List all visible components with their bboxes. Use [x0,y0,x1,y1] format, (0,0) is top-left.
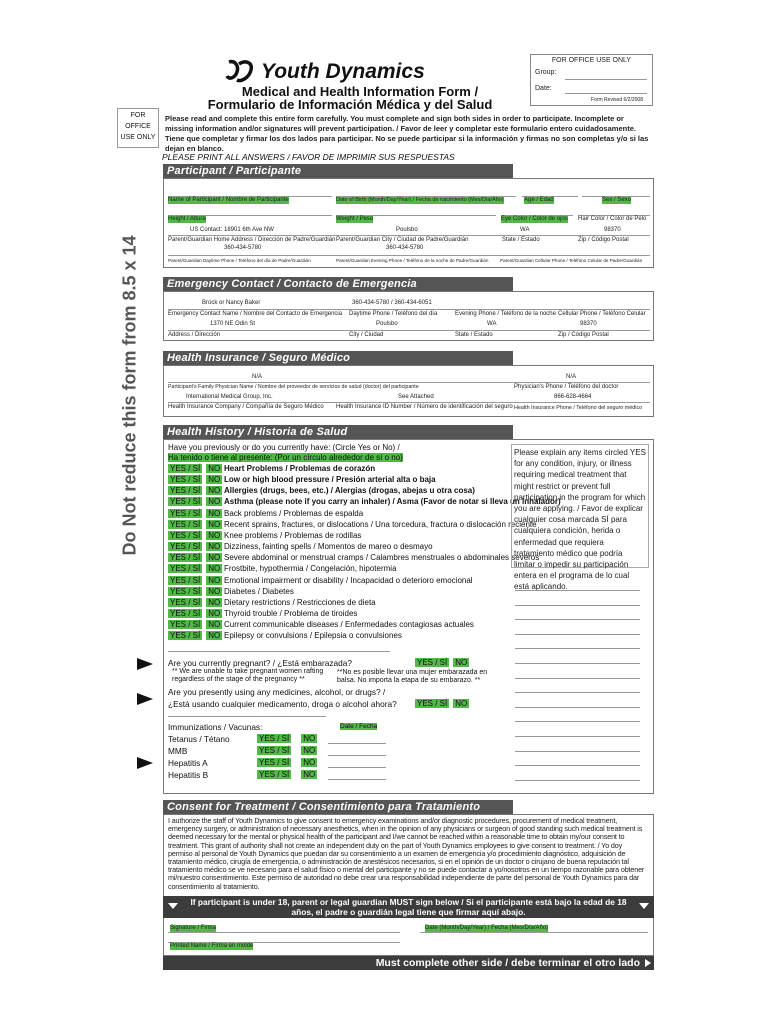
history-item-label: Allergies (drugs, bees, etc.) / Alergias (drogas, abejas u otra cosa) [224,486,475,496]
history-yes-no[interactable] [168,475,222,485]
emergency-cell-label: Cellular Phone / Teléfono Celular [558,311,646,317]
history-yes[interactable]: YES / SÍ [170,586,201,596]
emergency-eve-label: Evening Phone / Teléfono de la noche [455,311,556,317]
history-item-label: Epilepsy or convulsions / Epilepsia o convulsiones [224,631,402,641]
day-phone-value: 360-434-5780 [224,245,262,251]
emergency-section-title: Emergency Contact / Contacto de Emergencia [163,277,513,291]
emergency-line-2 [168,330,650,331]
history-yes[interactable]: YES / SÍ [170,508,201,518]
participant-section-title: Participant / Participante [163,164,513,178]
pointer-arrow-icon [137,693,153,705]
pregnant-yes[interactable]: YES / SÍ [417,658,448,667]
home-address-label: Parent/Guardian Home Address / Dirección de Padre/Guardián [168,237,336,243]
physician-phone-label: Physician's Phone / Teléfono del doctor [514,384,619,390]
pregnant-question: Are you currently pregnant? / ¿Está embarazada? [168,658,353,668]
history-no[interactable]: NO [208,575,221,585]
logo-text: Youth Dynamics [261,60,425,83]
history-item-label: Dizziness, fainting spells / Momentos de mareo o desmayo [224,542,433,552]
history-item-label: Current communicable diseases / Enfermedades contagiosas actuales [224,620,474,630]
immunization-yes-no[interactable] [257,734,317,744]
pointer-arrow-icon [137,658,153,670]
cell-phone-label: Parent/Guardian Cellular Phone / Teléfono Celular de Padre/Guardián [500,258,643,263]
signature-field[interactable] [168,932,400,933]
immunization-yes[interactable]: YES / SÍ [259,770,290,779]
physician-phone-value: N/A [566,374,577,380]
explain-field[interactable] [515,692,640,693]
day-phone-label: Parent/Guardian Daytime Phone / Teléfono del día de Padre/Guardián [168,258,311,263]
history-yes-no[interactable] [168,587,222,597]
immunization-date-field[interactable] [328,767,386,768]
medicines-question-es: ¿Está usando cualquier medicamento, droga o alcohol ahora? [168,699,397,709]
history-item-label: Back problems / Problemas de espalda [224,508,364,518]
history-question-en: Have you previously or do you currently have: (Circle Yes or No) / [168,443,400,452]
history-yes[interactable]: YES / SÍ [170,564,201,574]
physician-value: N/A [252,374,263,380]
explain-field[interactable] [515,721,640,722]
history-yes[interactable]: YES / SÍ [170,620,201,630]
consent-date-field[interactable] [420,932,648,933]
explain-field[interactable] [515,780,640,781]
immunization-yes[interactable]: YES / SÍ [259,758,290,767]
explain-field[interactable] [515,736,640,737]
explain-field[interactable] [515,590,640,591]
side-office-label: FOR OFFICE USE ONLY [120,112,156,141]
history-yes[interactable]: YES / SÍ [170,497,201,507]
printed-name-label: Printed Name / Firma en molde [170,943,254,949]
divider-line [168,716,326,717]
history-item-label: Recent sprains, fractures, or dislocations / Una torcedura, fractura o dislocación reciente [224,519,537,529]
history-no[interactable]: NO [208,519,221,529]
immunization-date-label: Date / Fecha [340,723,378,730]
history-yes[interactable]: YES / SÍ [170,519,201,529]
chevron-right-icon [645,959,651,967]
history-no[interactable]: NO [208,542,221,552]
history-no[interactable]: NO [208,508,221,518]
immunization-label: Hepatitis B [168,770,209,780]
explain-field[interactable] [515,678,640,679]
chevron-down-icon [639,903,649,909]
form-title-es: Formulario de Información Médica y del Salud [207,97,493,112]
emergency-city-value: Poulsbo [376,321,398,327]
history-item-label: Dietary restrictions / Restricciones de dieta [224,597,376,607]
medicines-yes-no[interactable] [415,699,469,709]
immunization-no[interactable]: NO [303,734,316,743]
history-no[interactable]: NO [208,464,221,473]
medicines-no[interactable]: NO [455,699,468,708]
explain-field[interactable] [515,605,640,606]
immunization-yes-no[interactable] [257,770,317,780]
explain-field[interactable] [515,765,640,766]
age-label: Age / Edad [524,197,554,203]
history-yes[interactable]: YES / SÍ [170,597,201,607]
history-yes[interactable]: YES / SÍ [170,475,201,485]
state-value: WA [520,227,530,233]
insurance-line-1 [168,382,650,383]
insurance-line-2 [168,402,650,403]
explain-field[interactable] [515,707,640,708]
history-section-title: Health History / Historia de Salud [163,425,513,439]
medicines-yes[interactable]: YES / SÍ [417,699,448,708]
dob-label: Date of Birth (Month/Day/Year) / Fecha de nacimiento (Mes/Día/Año) [336,197,504,203]
emergency-state-label: State / Estado [455,332,493,338]
history-yes-no[interactable] [168,576,222,586]
explain-field[interactable] [515,634,640,635]
immunization-date-field[interactable] [328,779,386,780]
address-line [168,235,650,236]
office-date-field[interactable] [565,93,647,94]
consent-text: I authorize the staff of Youth Dynamics to give consent to emergency examinations and/or diagnostic procedures, procurement of medical treatment, emergency surgery, or administration of necessary anesthetics, when in the opinion of any physicians or surgeon of good standing such medical treatment is deemed necessary for the mental or physical health of the participant and I/we cannot be reached within a reasonable time to obtain my/our consent to treatment. This grant of authority shall not create an independent duty on the part of Youth Dynamics employees to give consent to treatment. / Yo doy permiso al personal de Youth Dynamics que puedan dar su consentimiento a un examen de emergencia y/o procedimiento diagnóstico, adquisición de tratamiento médico, cirugía de emergencia, o administración de anestésicos necesarios, si en el opinión de un doctor o cirujano de buena reputación tal tratamiento médico se ve necesario para el salud físico o mental del participante y no se puede contactar a yo/nosotros en un tiempo razonable para obtener mi/nuestro consentimiento. Este permiso de autoridad no debe crear una responsabilidad independiente de parte del personal de Youth Dynamics para dar consentimiento al tratamiento. [168,816,645,891]
history-yes-no[interactable] [168,464,222,474]
weight-label: Weight / Peso [336,216,374,222]
sex-label: Sex / Sexo [602,197,632,203]
emergency-day-label: Daytime Phone / Teléfono del día [349,311,438,317]
history-item-label: Frostbite, hypothermia / Congelación, hipotermia [224,564,397,574]
immunization-no[interactable]: NO [303,758,316,767]
emergency-contact-value: Brock or Nancy Baker [202,300,261,306]
history-no[interactable]: NO [208,586,221,596]
pregnant-note-en: ** We are unable to take pregnant women rafting regardless of the stage of the pregnancy ** [172,668,324,683]
history-no[interactable]: NO [208,553,221,563]
explain-text: Please explain any items circled YES for any condition, injury, or illness requiring medical treatment that might restrict or prevent full participation in the program for which you are applying. / Favor de explicar cualquier cosa marcada SÍ para cualquiera condición, herida o enfermedad que requiera tratamiento médico que podría limitar o impedir su participación entera en el programa de lo cual está aplicando. [514,448,646,592]
pointer-arrow-icon [137,757,153,769]
eve-phone-label: Parent/Guardian Evening Phone / Teléfono de la noche de Padre/Guardián [336,258,489,263]
history-yes-no[interactable] [168,531,222,541]
history-yes[interactable]: YES / SÍ [170,542,201,552]
city-label: Parent/Guardian City / Ciudad de Padre/Guardián [336,237,469,243]
height-label: Height / Altura [168,216,206,222]
consent-date-label: Date (Month/Day/Year) / Fecha (Mes/Día/Año) [425,925,549,931]
explain-box [511,444,649,592]
eye-color-label: Eye Color / Color de ojos [501,216,568,222]
signature-label: Signature / Firma [170,925,217,931]
consent-section-title: Consent for Treatment / Consentimiento para Tratamiento [163,800,513,814]
explain-field[interactable] [515,751,640,752]
history-no[interactable]: NO [208,597,221,607]
under-18-bar [163,896,654,918]
history-yes[interactable]: YES / SÍ [170,464,201,473]
history-no[interactable]: NO [208,608,221,618]
pregnant-note-es: **No es posible llevar una mujer embarazada en balsa. No importa la etapa de su embarazo. ** [337,669,488,684]
pregnant-yes-no[interactable] [415,658,469,668]
insurance-company-value: International Medical Group, Inc. [186,394,273,400]
home-address-value: US Contact: 18901 6th Ave NW [190,227,274,233]
immunization-label: Hepatitis A [168,758,208,768]
logo [225,58,465,86]
emergency-address-value: 1370 NE Odin St [210,321,256,327]
history-item-label: Thyroid trouble / Problema de tiroides [224,608,358,618]
immunization-date-field[interactable] [328,743,386,744]
history-item-label: Emotional impairment or disability / Incapacidad o deterioro emocional [224,575,473,585]
emergency-line-1 [168,309,650,310]
history-item-label: Low or high blood pressure / Presión arterial alta o baja [224,475,436,485]
chevron-down-icon [168,903,178,909]
history-yes[interactable]: YES / SÍ [170,631,201,641]
history-yes-no[interactable] [168,598,222,608]
history-item-label: Diabetes / Diabetes [224,586,294,596]
participant-name-label: Name of Participant / Nombre de Participante [168,197,289,203]
emergency-contact-label: Emergency Contact Name / Nombre del Contacto de Emergencia [168,311,343,317]
footer-text: Must complete other side / debe terminar el otro lado [375,957,640,969]
logo-mark-icon [225,58,259,86]
pregnant-no[interactable]: NO [455,658,468,667]
history-item-label: Asthma (please note if you carry an inhaler) / Asma (Favor de notar si lleva un inhalador) [224,497,561,507]
office-use-title: FOR OFFICE USE ONLY [551,57,632,64]
phone-line [168,255,650,256]
history-yes-no[interactable] [168,609,222,619]
insurance-section-title: Health Insurance / Seguro Médico [163,351,513,365]
footer-bar [163,956,654,970]
physician-label: Participant's Family Physician Name / Nombre del proveedor de servicios de salud (doctor) del participante [168,384,419,390]
history-no[interactable]: NO [208,620,221,630]
insurance-id-value: See Attached [398,394,434,400]
history-yes-no[interactable] [168,509,222,519]
history-no[interactable]: NO [208,497,221,507]
explain-field[interactable] [515,619,640,620]
medicines-question-en: Are you presently using any medicines, alcohol, or drugs? / [168,687,386,697]
history-item-label: Severe abdominal or menstrual cramps / Calambres menstruales o abdominales severos [224,553,540,563]
emergency-address-label: Address / Dirección [168,332,221,338]
history-yes[interactable]: YES / SÍ [170,530,201,540]
history-question-es: Ha tenido o tiene al presente: (Por un círculo alrededor de sí o no) [168,453,403,462]
history-no[interactable]: NO [208,530,221,540]
form-revised: Form Revised 6/2/2008 [591,97,643,103]
insurance-phone-label: Health Insurance Phone / Teléfono del seguro médico [514,405,643,411]
history-no[interactable]: NO [208,631,221,641]
divider-line [168,651,390,652]
history-no[interactable]: NO [208,564,221,574]
group-label: Group: [535,69,557,76]
city-value: Poulsbo [396,227,418,233]
history-no[interactable]: NO [208,486,221,496]
immunization-label: MMB [168,746,188,756]
under-18-text: If participant is under 18, parent or legal guardian MUST sign below / Si el participante está bajo la edad de 18 años, el padre o guardián legal tiene que firmar aquí abajo. [190,897,627,917]
explain-field[interactable] [515,648,640,649]
immunization-no[interactable]: NO [303,746,316,755]
immunization-yes-no[interactable] [257,746,317,756]
history-yes[interactable]: YES / SÍ [170,608,201,618]
history-item-label: Knee problems / Problemas de rodillas [224,530,362,540]
insurance-company-label: Health Insurance Company / Compañía de Seguro Médico [168,404,324,410]
insurance-phone-value: 866-628-4664 [554,394,592,400]
office-use-box [530,54,653,106]
immunization-label: Tetanus / Tétano [168,734,230,744]
immunizations-label: Immunizations / Vacunas: [168,722,263,732]
history-yes-no[interactable] [168,620,222,630]
instructions: Please read and complete this entire form carefully. You must complete and sign both sides in order to participate. Incomplete or missing information and/or signatures will prevent participation. / Favor de leer y completar este formulario entero cuidadosamente. Tiene que completar y firmar los dos lados para participar. No se puede participar si la información y firmas no son completas y/o si las dejan en blanco. [165,114,649,153]
history-no[interactable]: NO [208,475,221,485]
immunization-date-field[interactable] [328,755,386,756]
do-not-reduce-note: Do Not reduce this form from 8.5 x 14 [119,235,140,556]
zip-value: 98370 [604,227,621,233]
insurance-id-label: Health Insurance ID Number / Número de identificación del seguro [336,404,513,410]
group-field[interactable] [565,79,647,80]
history-yes[interactable]: YES / SÍ [170,575,201,585]
state-label: State / Estado [502,237,540,243]
print-notice: PLEASE PRINT ALL ANSWERS / FAVOR DE IMPRIMIR SUS RESPUESTAS [162,152,455,162]
form-title-en: Medical and Health Information Form / [241,84,479,99]
immunization-yes[interactable]: YES / SÍ [259,746,290,755]
history-yes[interactable]: YES / SÍ [170,553,201,563]
explain-field[interactable] [515,663,640,664]
hair-color-label: Hair Color / Color de Pelo [578,216,647,222]
emergency-city-label: City / Ciudad [349,332,384,338]
history-yes-no[interactable] [168,542,222,552]
history-yes-no[interactable] [168,631,222,641]
history-yes-no[interactable] [168,497,222,507]
emergency-zip-label: Zip / Código Postal [558,332,609,338]
immunization-no[interactable]: NO [303,770,316,779]
emergency-phones-value: 360-434-5780 / 360-434-6051 [352,300,432,306]
emergency-zip-value: 98370 [580,321,597,327]
eve-phone-value: 360-434-5780 [386,245,424,251]
history-yes-no[interactable] [168,553,222,563]
zip-label: Zip / Código Postal [578,237,629,243]
immunization-yes-no[interactable] [257,758,317,768]
side-office-box [117,108,159,148]
emergency-state-value: WA [487,321,497,327]
history-yes[interactable]: YES / SÍ [170,486,201,496]
history-yes-no[interactable] [168,520,222,530]
history-yes-no[interactable] [168,486,222,496]
immunization-yes[interactable]: YES / SÍ [259,734,290,743]
date-label: Date: [535,85,552,92]
history-item-label: Heart Problems / Problemas de corazón [224,464,376,473]
history-yes-no[interactable] [168,564,222,574]
